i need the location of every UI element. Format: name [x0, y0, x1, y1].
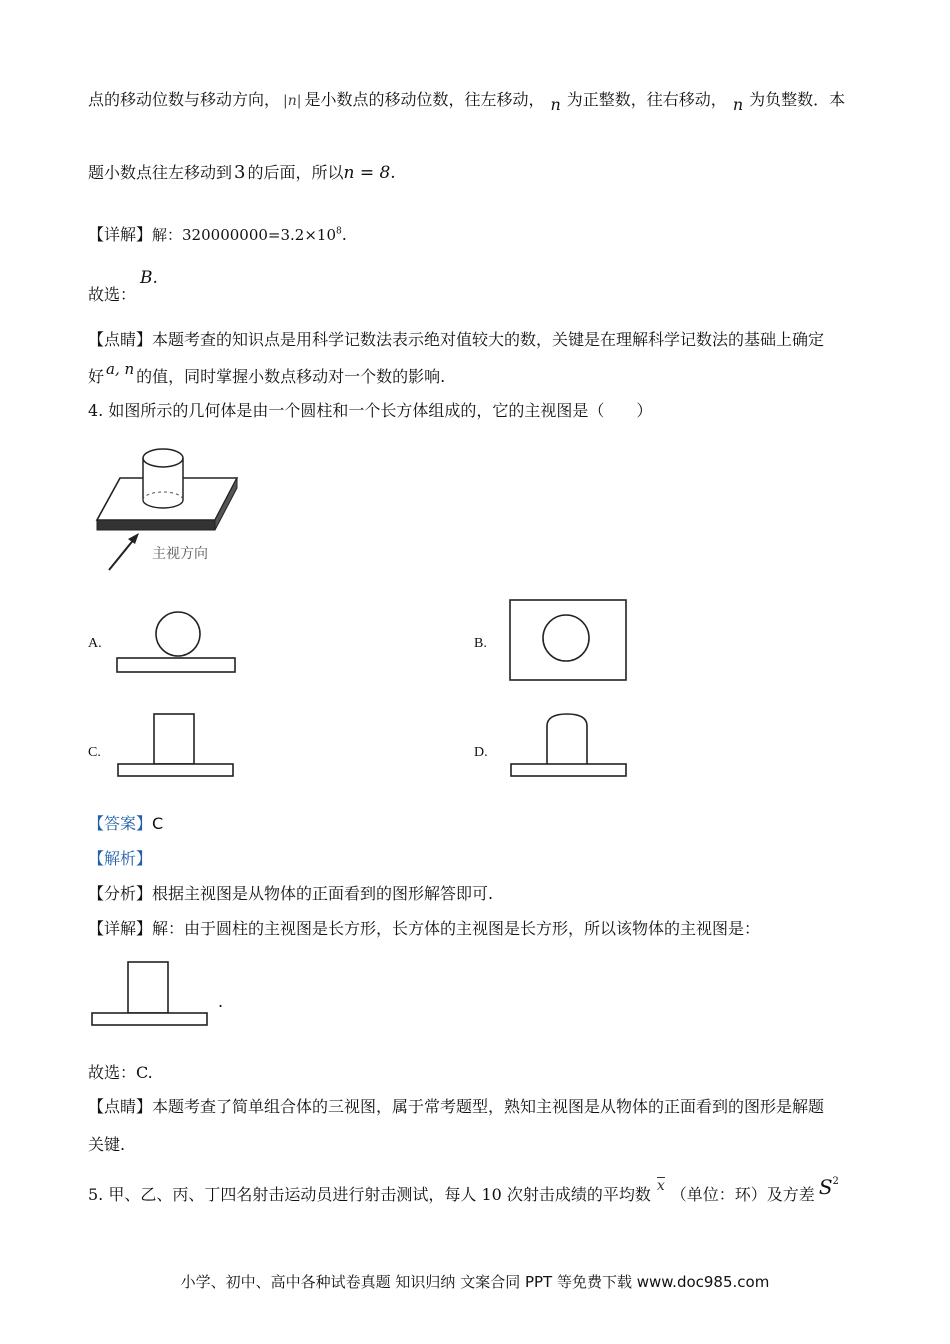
comment-1-line-1 [88, 332, 824, 348]
exponent: 8 [336, 226, 342, 237]
equation: n = 8. [343, 163, 396, 183]
text-segment: 点的移动位数与移动方向， [88, 90, 281, 109]
analysis-text [88, 886, 493, 902]
figure-direction-label: 主视方向 [152, 546, 208, 562]
option-d-figure[interactable] [509, 710, 629, 778]
detail-tag: 【详解】 [88, 919, 153, 938]
abs-n: |n| [283, 93, 302, 109]
analysis-tag: 【解析】 [88, 849, 153, 868]
comment-text: 本题考查了简单组合体的三视图，属于常考题型，熟知主视图是从物体的正面看到的图形是解题 [152, 1097, 825, 1116]
comment-2-line-2: 关键. [88, 1135, 126, 1154]
option-d-label[interactable]: D. [474, 745, 488, 760]
answer-tag: 【答案】 [88, 814, 153, 833]
comment-text: 本题考查的知识点是用科学记数法表示绝对值较大的数，关键是在理解科学记数法的基础上确定 [152, 330, 825, 349]
comment-text: 好 [88, 367, 105, 386]
text-segment: 是小数点的移动位数，往左移动， [304, 90, 545, 109]
fenxi-text: 根据主视图是从物体的正面看到的图形解答即可. [152, 884, 494, 903]
answer-line [88, 816, 163, 832]
question-5-unit: （单位：环）及方差 [670, 1185, 815, 1204]
number-three: 3 [234, 162, 246, 183]
period: . [341, 225, 347, 244]
variance-s: S [818, 1175, 833, 1199]
page-footer: 小学、初中、高中各种试卷真题 知识归纳 文案合同 PPT 等免费下载 www.doc985.com [180, 1273, 770, 1291]
choose-2: 故选：C. [88, 1063, 153, 1082]
detail-text: 解：320000000=3.2×10 [152, 226, 336, 244]
question-5 [88, 1175, 839, 1204]
question-5-text: 5. 甲、乙、丙、丁四名射击运动员进行射击测试，每人 10 次射击成绩的平均数 [88, 1185, 651, 1204]
figure-period: . [218, 992, 224, 1011]
text-segment: 题小数点往左移动到 [88, 163, 233, 182]
option-c-figure[interactable] [116, 712, 236, 778]
option-a-label[interactable]: A. [88, 636, 102, 651]
comment-1-line-2 [88, 360, 446, 386]
comment-tag: 【点睛】 [88, 330, 153, 349]
option-b-figure[interactable] [508, 598, 628, 683]
option-c-label[interactable]: C. [88, 745, 101, 760]
detail-1 [88, 227, 347, 243]
x-bar-letter: x [656, 1178, 665, 1194]
front-view-figure [90, 960, 210, 1028]
variance-exponent: 2 [832, 1175, 839, 1187]
option-a-figure[interactable] [115, 604, 240, 674]
question-4: 4. 如图所示的几何体是由一个圆柱和一个长方体组成的，它的主视图是（ ） [88, 401, 653, 420]
choose-1-answer: B. [140, 268, 158, 288]
x-bar [657, 1177, 665, 1193]
text-segment: 的后面，所以 [247, 163, 344, 182]
var-n: n [550, 95, 561, 114]
comment-tag: 【点睛】 [88, 1097, 153, 1116]
text-segment: 为负整数．本 [749, 90, 846, 109]
option-b-label[interactable]: B. [474, 636, 487, 651]
fenxi-tag: 【分析】 [88, 884, 153, 903]
detail-text: 解：由于圆柱的主视图是长方形，长方体的主视图是长方形，所以该物体的主视图是： [152, 919, 761, 938]
vars-a-n: a, n [106, 360, 135, 378]
comment-2-line-1 [88, 1099, 824, 1115]
var-n: n [732, 95, 744, 114]
detail-tag: 【详解】 [88, 225, 153, 244]
text-line-1 [88, 90, 846, 114]
detail-2 [88, 921, 760, 937]
text-segment: 为正整数，往右移动， [566, 90, 727, 109]
comment-text: 的值，同时掌握小数点移动对一个数的影响. [136, 367, 446, 386]
text-line-2 [88, 164, 396, 182]
choose-1-label: 故选： [88, 285, 137, 304]
answer-value: C [152, 814, 164, 833]
